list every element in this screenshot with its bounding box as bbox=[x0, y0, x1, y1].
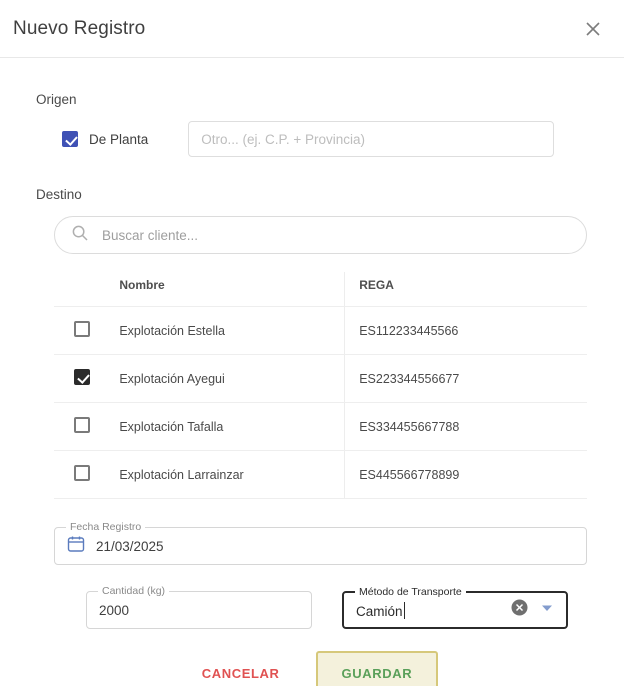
table-row[interactable] bbox=[54, 403, 587, 451]
row-nombre: Explotación Estella bbox=[119, 307, 344, 355]
clear-icon[interactable] bbox=[511, 599, 528, 621]
row-select-cell[interactable] bbox=[54, 403, 119, 451]
row-checkbox[interactable] bbox=[74, 369, 90, 385]
cancel-button[interactable]: CANCELAR bbox=[186, 656, 296, 686]
cantidad-value: 2000 bbox=[99, 602, 130, 618]
row-rega: ES445566778899 bbox=[345, 451, 587, 499]
transporte-value: Camión bbox=[356, 603, 403, 619]
row-nombre: Explotación Larrainzar bbox=[119, 451, 344, 499]
table-row[interactable] bbox=[54, 451, 587, 499]
table-header-row bbox=[54, 272, 587, 307]
text-caret bbox=[404, 602, 405, 619]
dialog-body bbox=[0, 58, 624, 686]
row-rega: ES334455667788 bbox=[345, 403, 587, 451]
cantidad-legend: Cantidad (kg) bbox=[98, 585, 169, 597]
select-column-header bbox=[54, 272, 119, 307]
row-checkbox[interactable] bbox=[74, 465, 90, 481]
search-input[interactable] bbox=[100, 227, 570, 244]
row-select-cell[interactable] bbox=[54, 307, 119, 355]
quantity-transport-row bbox=[86, 585, 588, 629]
origen-label: Origen bbox=[36, 92, 77, 107]
close-icon[interactable] bbox=[580, 16, 606, 42]
de-planta-label: De Planta bbox=[89, 131, 149, 147]
dialog-actions bbox=[36, 651, 588, 686]
dialog-header bbox=[0, 0, 624, 58]
calendar-icon[interactable] bbox=[67, 535, 85, 558]
column-header-nombre: Nombre bbox=[119, 272, 344, 307]
origen-row bbox=[36, 121, 588, 157]
column-header-rega: REGA bbox=[345, 272, 587, 307]
save-button-focus-ring bbox=[316, 651, 439, 686]
de-planta-checkbox[interactable] bbox=[62, 131, 78, 147]
row-nombre: Explotación Tafalla bbox=[119, 403, 344, 451]
fecha-registro-field[interactable] bbox=[54, 521, 587, 565]
table-row[interactable] bbox=[54, 355, 587, 403]
search-icon bbox=[71, 224, 89, 247]
row-rega: ES223344556677 bbox=[345, 355, 587, 403]
transporte-legend: Método de Transporte bbox=[355, 586, 466, 598]
clients-table bbox=[54, 272, 587, 499]
row-rega: ES112233445566 bbox=[345, 307, 587, 355]
row-checkbox[interactable] bbox=[74, 321, 90, 337]
otro-origen-input[interactable] bbox=[188, 121, 554, 157]
table-row[interactable] bbox=[54, 307, 587, 355]
destino-label: Destino bbox=[36, 187, 82, 202]
row-checkbox[interactable] bbox=[74, 417, 90, 433]
fecha-registro-legend: Fecha Registro bbox=[66, 521, 145, 533]
chevron-down-icon[interactable] bbox=[540, 601, 554, 620]
search-client-field[interactable] bbox=[54, 216, 587, 254]
cantidad-field[interactable] bbox=[86, 585, 312, 629]
page-title: Nuevo Registro bbox=[13, 17, 146, 39]
fecha-registro-value: 21/03/2025 bbox=[96, 538, 164, 554]
row-nombre: Explotación Ayegui bbox=[119, 355, 344, 403]
row-select-cell[interactable] bbox=[54, 451, 119, 499]
transporte-field[interactable] bbox=[342, 586, 568, 629]
save-button[interactable]: GUARDAR bbox=[328, 660, 427, 686]
row-select-cell[interactable] bbox=[54, 355, 119, 403]
